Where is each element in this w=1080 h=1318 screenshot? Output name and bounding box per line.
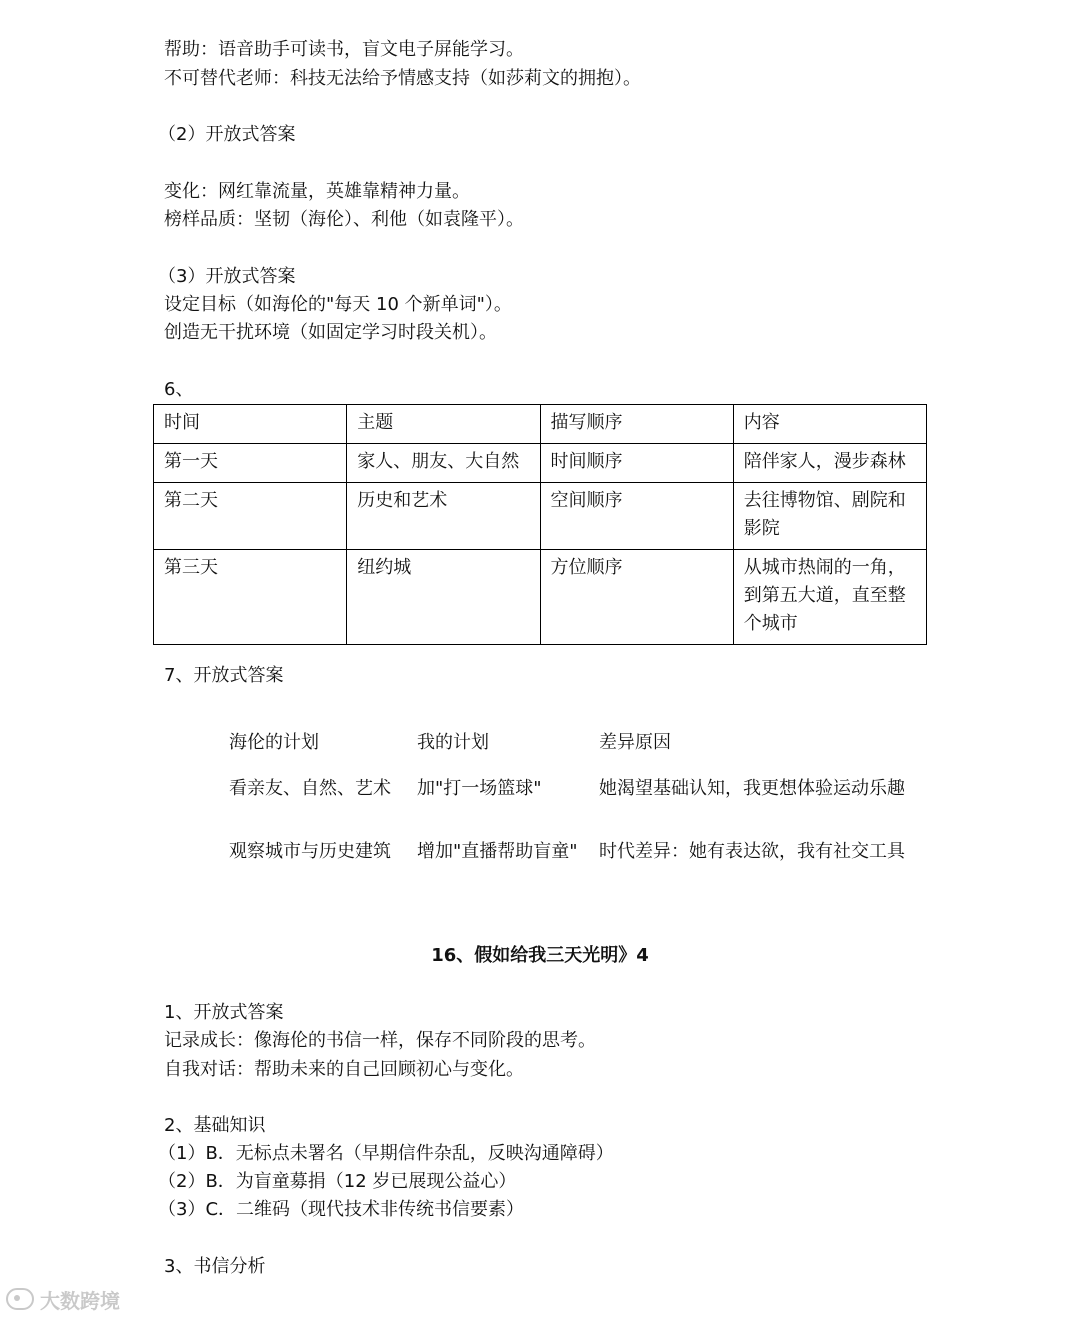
table-cell: 她渴望基础认知，我更想体验运动乐趣 [599, 778, 905, 799]
table-cell: 去往博物馆、剧院和影院 [733, 483, 926, 550]
table-cell: 从城市热闹的一角，到第五大道，直至整个城市 [733, 550, 926, 645]
table-header-row [221, 725, 937, 761]
q6-label: 6、 [164, 379, 194, 400]
table-header-cell: 时间 [154, 405, 347, 444]
table-cell: 加"打一场篮球" [417, 778, 542, 799]
table-cell: 看亲友、自然、艺术 [229, 778, 391, 799]
l16-q2-item: （3）C．二维码（现代技术非传统书信要素） [158, 1199, 525, 1220]
table-header-cell: 描写顺序 [540, 405, 733, 444]
q2-title: （2）开放式答案 [158, 124, 296, 145]
table-cell: 历史和艺术 [347, 483, 540, 550]
q7-title: 7、开放式答案 [164, 665, 284, 686]
table-header-cell: 海伦的计划 [229, 732, 319, 753]
table-header-cell: 差异原因 [599, 732, 671, 753]
table-cell: 空间顺序 [540, 483, 733, 550]
watermark-logo-icon [6, 1288, 34, 1310]
q3-answer-line: 创造无干扰环境（如固定学习时段关机）。 [164, 322, 497, 343]
table-cell: 方位顺序 [540, 550, 733, 645]
table-row [154, 444, 927, 483]
table-header-cell: 我的计划 [417, 732, 489, 753]
answer-line-irreplaceable: 不可替代老师：科技无法给予情感支持（如莎莉文的拥抱）。 [164, 68, 641, 89]
table-cell: 时代差异：她有表达欲，我有社交工具 [599, 841, 905, 862]
table-cell: 纽约城 [347, 550, 540, 645]
watermark [6, 1283, 120, 1315]
table-cell: 第一天 [154, 444, 347, 483]
table-header-cell: 主题 [347, 405, 540, 444]
table-cell: 陪伴家人，漫步森林 [733, 444, 926, 483]
q7-comparison-table [221, 725, 937, 887]
table-cell: 第三天 [154, 550, 347, 645]
q6-table [153, 404, 927, 645]
table-cell: 时间顺序 [540, 444, 733, 483]
table-row [221, 761, 937, 817]
q2-answer-line: 榜样品质：坚韧（海伦）、利他（如袁隆平）。 [164, 209, 524, 230]
l16-q1-line: 自我对话：帮助未来的自己回顾初心与变化。 [164, 1059, 524, 1080]
l16-q2-title: 2、基础知识 [164, 1115, 266, 1136]
q3-answer-line: 设定目标（如海伦的"每天 10 个新单词"）。 [164, 294, 512, 315]
table-cell: 第二天 [154, 483, 347, 550]
l16-q1-line: 记录成长：像海伦的书信一样，保存不同阶段的思考。 [164, 1030, 596, 1051]
table-row [221, 817, 937, 887]
q2-answer-line: 变化：网红靠流量，英雄靠精神力量。 [164, 181, 470, 202]
l16-q2-item: （2）B．为盲童募捐（12 岁已展现公益心） [158, 1171, 517, 1192]
l16-q1-title: 1、开放式答案 [164, 1002, 284, 1023]
l16-q3-title: 3、书信分析 [164, 1256, 266, 1277]
watermark-text: 大数跨境 [40, 1288, 120, 1313]
answer-line-help: 帮助：语音助手可读书，盲文电子屏能学习。 [164, 39, 524, 60]
q3-title: （3）开放式答案 [158, 266, 296, 287]
table-header-cell: 内容 [733, 405, 926, 444]
table-row [154, 550, 927, 645]
lesson-heading: 16、假如给我三天光明》4 [431, 945, 649, 966]
table-row [154, 483, 927, 550]
table-cell: 增加"直播帮助盲童" [417, 841, 578, 862]
l16-q2-item: （1）B．无标点未署名（早期信件杂乱，反映沟通障碍） [158, 1143, 614, 1164]
table-header-row [154, 405, 927, 444]
table-cell: 观察城市与历史建筑 [229, 841, 391, 862]
table-cell: 家人、朋友、大自然 [347, 444, 540, 483]
